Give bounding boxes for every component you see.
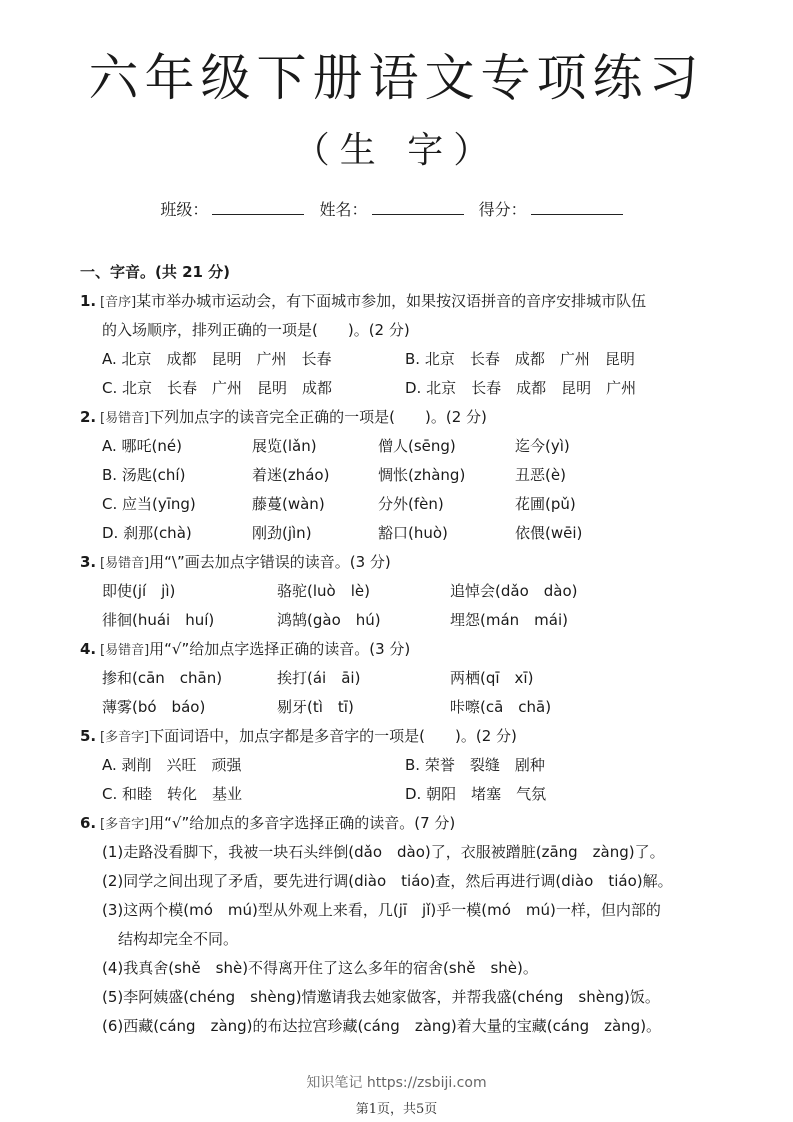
question-number: 2. (80, 408, 97, 426)
word-item: 薄雾(bó báo) (102, 698, 206, 716)
question-tag: [音序] (100, 295, 137, 310)
word-item: 藤蔓(wàn) (252, 495, 325, 513)
word-item: A. 哪吒(né) (102, 437, 182, 455)
question-tag: [易错音] (100, 556, 150, 571)
question-number: 1. (80, 292, 97, 310)
word-item: 骆驼(luò lè) (277, 582, 370, 600)
question-number: 6. (80, 814, 97, 832)
page-title: 六年级下册语文专项练习 (88, 49, 705, 107)
sentence-item-cont: 结构却完全不同。 (118, 930, 239, 948)
word-item: 挨打(ái āi) (277, 669, 361, 687)
word-item: 依偎(wēi) (515, 524, 583, 542)
word-item: 徘徊(huái huí) (102, 611, 215, 629)
question-number: 4. (80, 640, 97, 658)
sentence-item: (5)李阿姨盛(chéng shèng)情邀请我去她家做客，并帮我盛(chéng shèng)饭。 (102, 988, 660, 1006)
watermark-text: 知识笔记 https://zsbiji.com (306, 1075, 487, 1091)
question-3 (80, 548, 740, 577)
option-row (80, 345, 740, 374)
question-text-cont: 的入场顺序，排列正确的一项是( )。(2 分) (102, 321, 410, 339)
question-number: 3. (80, 553, 97, 571)
option-a: A. 剥削 兴旺 顽强 (102, 756, 242, 774)
sentence-item: (6)西藏(cáng zàng)的布达拉宫珍藏(cáng zàng)着大量的宝藏(cáng zàng)。 (102, 1017, 662, 1035)
option-b: B. 北京 长春 成都 广州 昆明 (405, 350, 635, 368)
word-item: D. 刹那(chà) (102, 524, 192, 542)
word-item: C. 应当(yīng) (102, 495, 196, 513)
word-item: 着迷(zháo) (252, 466, 330, 484)
word-item: B. 汤匙(chí) (102, 466, 186, 484)
section-heading: 一、字音。(共 21 分) (80, 263, 231, 281)
sentence-item: (1)走路没看脚下，我被一块石头绊倒(dǎo dào)了，衣服被蹭脏(zāng zàng)了。 (102, 843, 665, 861)
name-label: 姓名： (319, 200, 368, 219)
word-item: 惆怅(zhàng) (378, 466, 466, 484)
word-item: 鸿鹄(gào hú) (277, 611, 381, 629)
option-row (80, 577, 740, 606)
question-5 (80, 722, 740, 751)
question-6 (80, 809, 740, 838)
sentence-item: (4)我真舍(shě shè)不得离开住了这么多年的宿舍(shě shè)。 (102, 959, 538, 977)
student-info-row (0, 197, 793, 220)
word-item: 僧人(sēng) (378, 437, 456, 455)
option-row (80, 664, 740, 693)
option-row (80, 374, 740, 403)
option-d: D. 朝阳 堵塞 气氛 (405, 785, 547, 803)
score-blank[interactable] (531, 200, 623, 215)
name-blank[interactable] (372, 200, 464, 215)
question-text: 用“\”画去加点字错误的读音。(3 分) (149, 553, 391, 571)
option-a: A. 北京 成都 昆明 广州 长春 (102, 350, 332, 368)
sentence-item: (2)同学之间出现了矛盾，要先进行调(diào tiáo)查，然后再进行调(diào tiáo)解。 (102, 872, 673, 890)
word-item: 剔牙(tì tī) (277, 698, 354, 716)
word-item: 花圃(pǔ) (515, 495, 576, 513)
option-c: C. 北京 长春 广州 昆明 成都 (102, 379, 333, 397)
word-item: 追悼会(dǎo dào) (450, 582, 578, 600)
page-subtitle: （生 字） (293, 130, 500, 171)
word-item: 豁口(huò) (378, 524, 448, 542)
option-d: D. 北京 长春 成都 昆明 广州 (405, 379, 637, 397)
option-row (80, 461, 740, 490)
question-tag: [多音字] (100, 817, 150, 832)
word-item: 刚劲(jìn) (252, 524, 312, 542)
option-row (80, 606, 740, 635)
question-4 (80, 635, 740, 664)
word-item: 埋怨(mán mái) (450, 611, 568, 629)
option-row (80, 751, 740, 780)
question-text: 用“√”给加点字选择正确的读音。(3 分) (149, 640, 411, 658)
class-blank[interactable] (212, 200, 304, 215)
question-text: 下面词语中，加点字都是多音字的一项是( )。(2 分) (149, 727, 517, 745)
question-number: 5. (80, 727, 97, 745)
word-item: 两栖(qī xī) (450, 669, 534, 687)
option-c: C. 和睦 转化 基业 (102, 785, 243, 803)
question-tag: [易错音] (100, 411, 150, 426)
question-1 (80, 287, 740, 316)
word-item: 即使(jí jì) (102, 582, 176, 600)
word-item: 展览(lǎn) (252, 437, 317, 455)
word-item: 分外(fèn) (378, 495, 444, 513)
word-item: 迄今(yì) (515, 437, 570, 455)
page-number: 第1页，共5页 (355, 1102, 438, 1117)
question-text: 某市举办城市运动会，有下面城市参加，如果按汉语拼音的音序安排城市队伍 (136, 292, 647, 310)
class-label: 班级： (160, 200, 209, 219)
word-item: 咔嚓(cā chā) (450, 698, 552, 716)
question-text: 下列加点字的读音完全正确的一项是( )。(2 分) (149, 408, 487, 426)
question-2 (80, 403, 740, 432)
score-label: 得分： (478, 200, 527, 219)
option-row (80, 490, 740, 519)
word-item: 丑恶(è) (515, 466, 566, 484)
word-item: 掺和(cān chān) (102, 669, 223, 687)
question-text: 用“√”给加点的多音字选择正确的读音。(7 分) (149, 814, 456, 832)
option-row (80, 432, 740, 461)
option-row (80, 519, 740, 548)
option-b: B. 荣誉 裂缝 剧种 (405, 756, 545, 774)
option-row (80, 780, 740, 809)
sentence-item: (3)这两个模(mó mú)型从外观上来看，几(jī jǐ)乎一模(mó mú)一样，但内部的 (102, 901, 661, 919)
option-row (80, 693, 740, 722)
question-tag: [多音字] (100, 730, 150, 745)
question-tag: [易错音] (100, 643, 150, 658)
questions-area (80, 258, 740, 1041)
